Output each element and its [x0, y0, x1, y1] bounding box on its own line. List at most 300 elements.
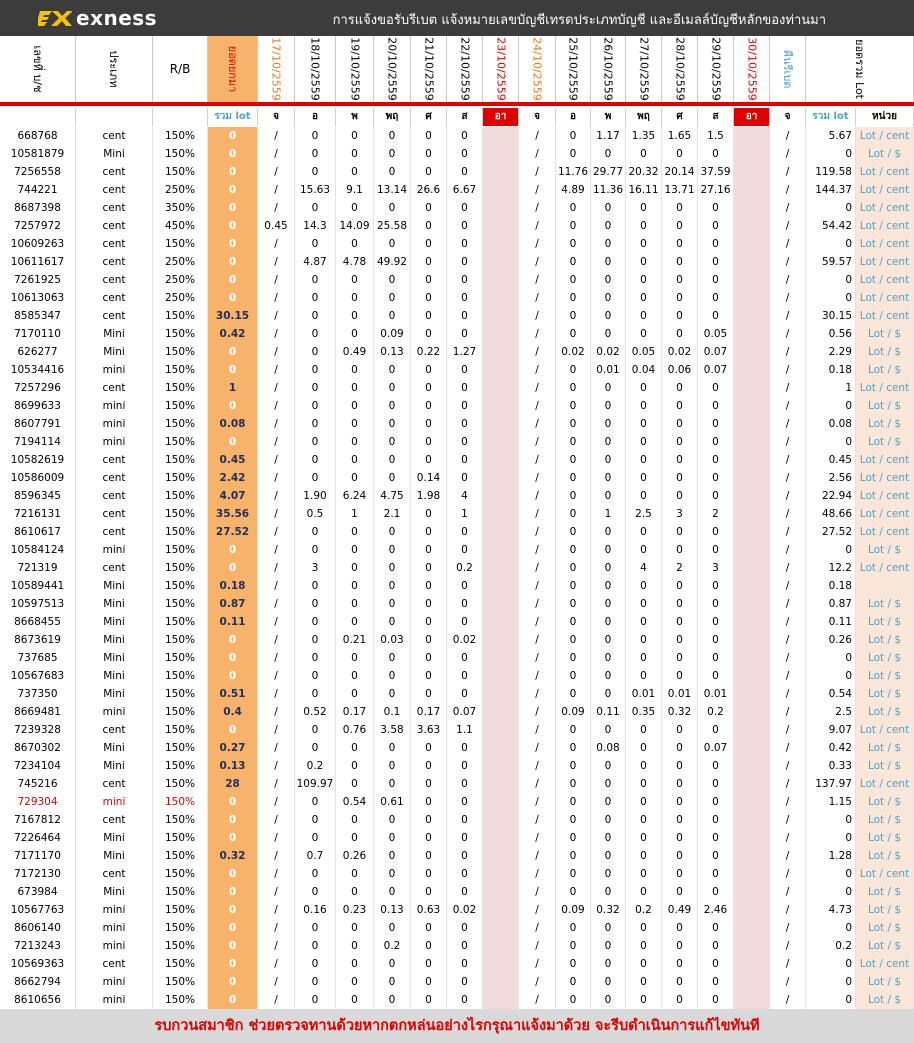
- cell-d6: [483, 451, 519, 469]
- cell-d0: /: [258, 451, 295, 469]
- cell-d8: 0: [556, 685, 591, 703]
- cell-d10: 0.05: [626, 343, 662, 361]
- cell-d12: 0.05: [698, 325, 734, 343]
- cell-d8: 0: [556, 919, 591, 937]
- cell-d10: 0: [626, 883, 662, 901]
- cell-d13: [734, 847, 770, 865]
- cell-total: 0: [806, 919, 856, 937]
- cell-d8: 0: [556, 541, 591, 559]
- cell-d0: /: [258, 199, 295, 217]
- table-row: [0, 469, 914, 487]
- cell-d2: 0: [336, 523, 374, 541]
- cell-rb: 150%: [153, 415, 208, 433]
- subheader-d0: จ: [258, 108, 295, 126]
- cell-type: Mini: [76, 757, 153, 775]
- cell-d5: 0.02: [447, 631, 483, 649]
- cell-d1: 0: [295, 955, 336, 973]
- cell-unit: Lot / $: [856, 937, 914, 955]
- cell-d1: 0: [295, 685, 336, 703]
- cell-rb: 150%: [153, 901, 208, 919]
- cell-d1: 0: [295, 667, 336, 685]
- cell-paid: /: [770, 505, 806, 523]
- cell-d1: 0: [295, 721, 336, 739]
- cell-acc: 8670302: [0, 739, 76, 757]
- cell-d12: 0: [698, 883, 734, 901]
- cell-paid: /: [770, 325, 806, 343]
- cell-d9: 0: [591, 667, 626, 685]
- cell-d7: /: [519, 757, 556, 775]
- cell-d0: /: [258, 379, 295, 397]
- cell-d8: 0: [556, 433, 591, 451]
- table-row: [0, 811, 914, 829]
- cell-total: 0: [806, 829, 856, 847]
- table-row: [0, 181, 914, 199]
- subheader-d10: พฤ: [626, 108, 662, 126]
- cell-d0: /: [258, 253, 295, 271]
- cell-d0: /: [258, 757, 295, 775]
- cell-d0: /: [258, 541, 295, 559]
- cell-d7: /: [519, 181, 556, 199]
- cell-d0: /: [258, 775, 295, 793]
- cell-d0: /: [258, 325, 295, 343]
- cell-acc: 8687398: [0, 199, 76, 217]
- cell-unit: Lot / $: [856, 145, 914, 163]
- subheader-type: [76, 108, 153, 126]
- cell-unit: Lot / $: [856, 397, 914, 415]
- cell-d12: 0: [698, 199, 734, 217]
- cell-d6: [483, 757, 519, 775]
- cell-d5: 0: [447, 739, 483, 757]
- cell-d10: 0.04: [626, 361, 662, 379]
- cell-d0: /: [258, 991, 295, 1009]
- cell-d13: [734, 973, 770, 991]
- page-title: การแจ้งขอรับรีเบต แจ้งหมายเลขบัญชีเทรดประเภทบัญชี และอีเมลล์บัญชีหลักของท่านมา: [332, 13, 826, 28]
- subheader-d4: ศ: [411, 108, 447, 126]
- cell-d0: /: [258, 271, 295, 289]
- cell-d7: /: [519, 127, 556, 145]
- cell-paid: /: [770, 973, 806, 991]
- cell-d9: 0: [591, 541, 626, 559]
- cell-d7: /: [519, 739, 556, 757]
- cell-d4: 0: [411, 523, 447, 541]
- header-label: 21/10/2559: [422, 37, 435, 101]
- cell-d4: 0: [411, 919, 447, 937]
- cell-pend: 0: [208, 721, 258, 739]
- cell-paid: /: [770, 253, 806, 271]
- cell-type: cent: [76, 865, 153, 883]
- cell-d9: 0: [591, 847, 626, 865]
- subheader-d3: พฤ: [374, 108, 411, 126]
- cell-d9: 1.17: [591, 127, 626, 145]
- header-label: 18/10/2559: [308, 37, 322, 101]
- cell-d8: 0: [556, 145, 591, 163]
- table-row: [0, 757, 914, 775]
- cell-d6: [483, 199, 519, 217]
- cell-d7: /: [519, 415, 556, 433]
- cell-d12: 0: [698, 991, 734, 1009]
- cell-pend: 0: [208, 217, 258, 235]
- cell-d0: /: [258, 181, 295, 199]
- cell-d5: 0.02: [447, 901, 483, 919]
- cell-rb: 150%: [153, 847, 208, 865]
- cell-d11: 13.71: [662, 181, 698, 199]
- cell-d4: 0.63: [411, 901, 447, 919]
- cell-d2: 0.17: [336, 703, 374, 721]
- cell-d0: /: [258, 703, 295, 721]
- cell-d9: 0: [591, 289, 626, 307]
- cell-d13: [734, 811, 770, 829]
- cell-d3: 0: [374, 397, 411, 415]
- cell-d5: 0: [447, 955, 483, 973]
- cell-d0: /: [258, 433, 295, 451]
- cell-unit: Lot / $: [856, 757, 914, 775]
- cell-acc: 737350: [0, 685, 76, 703]
- cell-d3: 0: [374, 433, 411, 451]
- cell-acc: 737685: [0, 649, 76, 667]
- cell-pend: 0: [208, 937, 258, 955]
- cell-d0: /: [258, 613, 295, 631]
- cell-d3: 0: [374, 163, 411, 181]
- cell-type: Mini: [76, 613, 153, 631]
- cell-d3: 0.61: [374, 793, 411, 811]
- cell-d7: /: [519, 433, 556, 451]
- cell-total: 0: [806, 667, 856, 685]
- cell-d11: 0: [662, 397, 698, 415]
- cell-d13: [734, 559, 770, 577]
- cell-paid: /: [770, 865, 806, 883]
- table-row: [0, 559, 914, 577]
- cell-d7: /: [519, 775, 556, 793]
- cell-d4: 0: [411, 541, 447, 559]
- cell-d4: 0: [411, 271, 447, 289]
- cell-d10: 0: [626, 829, 662, 847]
- cell-paid: /: [770, 685, 806, 703]
- cell-d1: 0: [295, 127, 336, 145]
- cell-d13: [734, 937, 770, 955]
- cell-acc: 7261925: [0, 271, 76, 289]
- cell-d8: 0: [556, 721, 591, 739]
- cell-d8: 0.02: [556, 343, 591, 361]
- cell-total: 0.2: [806, 937, 856, 955]
- cell-d1: 0.7: [295, 847, 336, 865]
- header-d12: [698, 36, 734, 102]
- cell-d9: 0: [591, 829, 626, 847]
- cell-rb: 150%: [153, 541, 208, 559]
- cell-d5: 0: [447, 937, 483, 955]
- cell-d10: 0: [626, 433, 662, 451]
- header-d8: [556, 36, 591, 102]
- cell-d1: 4.87: [295, 253, 336, 271]
- cell-rb: 150%: [153, 325, 208, 343]
- subheader-total: รวม lot: [806, 108, 856, 126]
- cell-d7: /: [519, 811, 556, 829]
- cell-d11: 0: [662, 523, 698, 541]
- cell-d4: 0: [411, 505, 447, 523]
- cell-d0: /: [258, 739, 295, 757]
- cell-d7: /: [519, 883, 556, 901]
- cell-d4: 0: [411, 811, 447, 829]
- cell-d13: [734, 721, 770, 739]
- cell-unit: Lot / cent: [856, 127, 914, 145]
- cell-d6: [483, 721, 519, 739]
- header-total: [806, 36, 914, 102]
- cell-type: cent: [76, 379, 153, 397]
- cell-d6: [483, 613, 519, 631]
- cell-acc: 8607791: [0, 415, 76, 433]
- cell-d11: 0: [662, 469, 698, 487]
- table-row: [0, 487, 914, 505]
- cell-pend: 0.4: [208, 703, 258, 721]
- cell-d12: 0.2: [698, 703, 734, 721]
- cell-type: cent: [76, 955, 153, 973]
- table-row: [0, 793, 914, 811]
- cell-d13: [734, 793, 770, 811]
- cell-total: 0: [806, 883, 856, 901]
- cell-d4: 0: [411, 127, 447, 145]
- cell-d0: /: [258, 577, 295, 595]
- cell-d12: 0: [698, 433, 734, 451]
- cell-paid: /: [770, 613, 806, 631]
- cell-d9: 0.32: [591, 901, 626, 919]
- cell-d4: 0: [411, 793, 447, 811]
- cell-d13: [734, 127, 770, 145]
- cell-d13: [734, 577, 770, 595]
- cell-acc: 10584124: [0, 541, 76, 559]
- cell-d13: [734, 271, 770, 289]
- cell-d11: 0: [662, 235, 698, 253]
- cell-d13: [734, 685, 770, 703]
- cell-unit: Lot / $: [856, 739, 914, 757]
- cell-pend: 0: [208, 829, 258, 847]
- cell-d12: 0: [698, 793, 734, 811]
- cell-d6: [483, 955, 519, 973]
- cell-d12: 0: [698, 973, 734, 991]
- cell-d4: 0: [411, 775, 447, 793]
- cell-d1: 0: [295, 163, 336, 181]
- cell-d0: /: [258, 595, 295, 613]
- header-label: เลขที่ บ/ช: [30, 45, 44, 93]
- table-row: [0, 649, 914, 667]
- cell-d8: 0: [556, 631, 591, 649]
- header-d9: [591, 36, 626, 102]
- table-row: [0, 523, 914, 541]
- cell-total: 9.07: [806, 721, 856, 739]
- cell-acc: 7170110: [0, 325, 76, 343]
- cell-d1: 1.90: [295, 487, 336, 505]
- cell-d4: 0: [411, 667, 447, 685]
- cell-d8: 0: [556, 361, 591, 379]
- cell-d13: [734, 775, 770, 793]
- cell-d12: 37.59: [698, 163, 734, 181]
- cell-d8: 0: [556, 271, 591, 289]
- cell-acc: 8699633: [0, 397, 76, 415]
- cell-unit: Lot / $: [856, 919, 914, 937]
- cell-d13: [734, 469, 770, 487]
- cell-paid: /: [770, 757, 806, 775]
- cell-d10: 0: [626, 973, 662, 991]
- cell-type: cent: [76, 253, 153, 271]
- cell-d2: 0: [336, 865, 374, 883]
- cell-d2: 0: [336, 559, 374, 577]
- cell-d5: 0: [447, 217, 483, 235]
- cell-acc: 8673619: [0, 631, 76, 649]
- cell-d8: 0: [556, 199, 591, 217]
- cell-type: cent: [76, 127, 153, 145]
- cell-d7: /: [519, 991, 556, 1009]
- cell-d1: 0: [295, 397, 336, 415]
- header-d11: [662, 36, 698, 102]
- cell-paid: /: [770, 919, 806, 937]
- cell-d12: 0.01: [698, 685, 734, 703]
- cell-d4: 0.14: [411, 469, 447, 487]
- cell-d4: 0: [411, 253, 447, 271]
- cell-total: 0: [806, 955, 856, 973]
- cell-d8: 0: [556, 883, 591, 901]
- cell-d4: 0: [411, 595, 447, 613]
- table-row: [0, 361, 914, 379]
- cell-d9: 0: [591, 397, 626, 415]
- cell-d3: 0: [374, 199, 411, 217]
- cell-d4: 0: [411, 937, 447, 955]
- cell-d10: 2.5: [626, 505, 662, 523]
- cell-d13: [734, 343, 770, 361]
- cell-d8: 0: [556, 253, 591, 271]
- cell-d12: 1.5: [698, 127, 734, 145]
- cell-d9: 0: [591, 811, 626, 829]
- cell-d5: 0: [447, 253, 483, 271]
- cell-total: 0: [806, 433, 856, 451]
- cell-unit: Lot / $: [856, 703, 914, 721]
- cell-acc: 8596345: [0, 487, 76, 505]
- cell-type: Mini: [76, 847, 153, 865]
- cell-d0: /: [258, 901, 295, 919]
- cell-d12: 0: [698, 145, 734, 163]
- cell-unit: Lot / cent: [856, 487, 914, 505]
- header-type: [76, 36, 153, 102]
- header-rb: [153, 36, 208, 102]
- cell-d4: 0: [411, 199, 447, 217]
- cell-d1: 0: [295, 577, 336, 595]
- cell-d11: 0: [662, 613, 698, 631]
- cell-d1: 0: [295, 649, 336, 667]
- cell-rb: 150%: [153, 703, 208, 721]
- cell-type: cent: [76, 217, 153, 235]
- cell-d2: 0.76: [336, 721, 374, 739]
- cell-unit: Lot / cent: [856, 289, 914, 307]
- cell-d3: 0: [374, 829, 411, 847]
- subheader-d12: ส: [698, 108, 734, 126]
- cell-pend: 0: [208, 289, 258, 307]
- cell-paid: /: [770, 199, 806, 217]
- cell-total: 1: [806, 379, 856, 397]
- cell-d12: 0: [698, 541, 734, 559]
- cell-rb: 150%: [153, 991, 208, 1009]
- cell-rb: 150%: [153, 685, 208, 703]
- table-row: [0, 541, 914, 559]
- cell-acc: 729304: [0, 793, 76, 811]
- cell-d2: 0: [336, 199, 374, 217]
- cell-d3: 0: [374, 847, 411, 865]
- cell-d2: 0: [336, 919, 374, 937]
- cell-total: 0: [806, 271, 856, 289]
- cell-type: cent: [76, 523, 153, 541]
- cell-type: Mini: [76, 595, 153, 613]
- cell-d10: 0: [626, 631, 662, 649]
- cell-pend: 0.27: [208, 739, 258, 757]
- cell-d13: [734, 703, 770, 721]
- cell-d1: 0: [295, 919, 336, 937]
- cell-rb: 450%: [153, 217, 208, 235]
- cell-acc: 7239328: [0, 721, 76, 739]
- cell-d12: 0: [698, 721, 734, 739]
- cell-d11: 0: [662, 811, 698, 829]
- cell-d11: 0: [662, 595, 698, 613]
- table-row: [0, 199, 914, 217]
- cell-d3: 0: [374, 811, 411, 829]
- cell-d10: 0: [626, 199, 662, 217]
- cell-d3: 0: [374, 235, 411, 253]
- header-d7: [519, 36, 556, 102]
- cell-unit: Lot / cent: [856, 451, 914, 469]
- table-row: [0, 505, 914, 523]
- cell-d13: [734, 487, 770, 505]
- cell-rb: 150%: [153, 775, 208, 793]
- cell-d11: 0: [662, 793, 698, 811]
- cell-d9: 0.11: [591, 703, 626, 721]
- cell-d11: 0: [662, 919, 698, 937]
- cell-paid: /: [770, 649, 806, 667]
- cell-d9: 0: [591, 793, 626, 811]
- cell-rb: 250%: [153, 271, 208, 289]
- cell-acc: 7216131: [0, 505, 76, 523]
- cell-pend: 0: [208, 865, 258, 883]
- cell-type: Mini: [76, 577, 153, 595]
- header-label: 25/10/2559: [566, 37, 580, 101]
- cell-d12: 0: [698, 595, 734, 613]
- cell-d0: /: [258, 343, 295, 361]
- cell-d6: [483, 811, 519, 829]
- cell-d11: 0: [662, 577, 698, 595]
- cell-d2: 0: [336, 271, 374, 289]
- cell-pend: 0: [208, 127, 258, 145]
- header-d5: [447, 36, 483, 102]
- cell-d0: /: [258, 865, 295, 883]
- cell-d7: /: [519, 361, 556, 379]
- cell-d8: 0: [556, 217, 591, 235]
- cell-d13: [734, 955, 770, 973]
- cell-total: 12.2: [806, 559, 856, 577]
- cell-d5: 0: [447, 829, 483, 847]
- cell-d5: 0: [447, 793, 483, 811]
- cell-pend: 0: [208, 181, 258, 199]
- cell-total: 144.37: [806, 181, 856, 199]
- cell-d11: 0: [662, 325, 698, 343]
- cell-d4: 0: [411, 631, 447, 649]
- table-row: [0, 253, 914, 271]
- cell-total: 30.15: [806, 307, 856, 325]
- cell-type: Mini: [76, 883, 153, 901]
- cell-d5: 0: [447, 523, 483, 541]
- cell-d6: [483, 649, 519, 667]
- table-row: [0, 451, 914, 469]
- cell-d3: 0: [374, 613, 411, 631]
- cell-unit: Lot / $: [856, 685, 914, 703]
- cell-d7: /: [519, 505, 556, 523]
- cell-d3: 0: [374, 361, 411, 379]
- header-label: คืนรีเบต: [780, 49, 794, 89]
- cell-d7: /: [519, 703, 556, 721]
- cell-d11: 0.49: [662, 901, 698, 919]
